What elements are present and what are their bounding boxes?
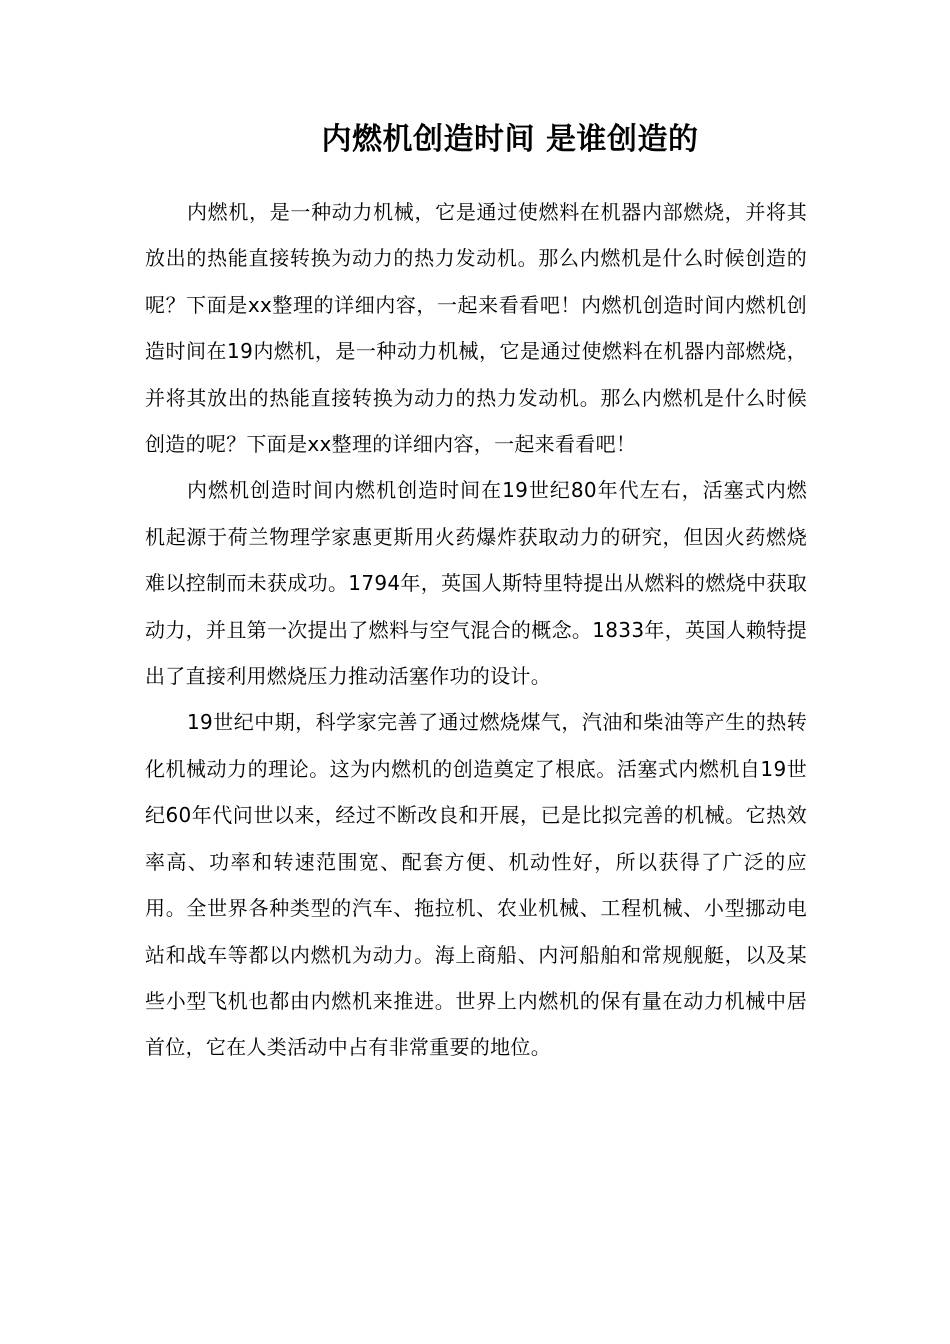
paragraph-1: 内燃机，是一种动力机械，它是通过使燃料在机器内部燃烧，并将其放出的热能直接转换为动力的热力发动机。那么内燃机是什么时候创造的呢？下面是xx整理的详细内容，一起来看看吧！内燃机创造时间内燃机创造时间在19内燃机，是一种动力机械，它是通过使燃料在机器内部燃烧，并将其放出的热能直接转换为动力的热力发动机。那么内燃机是什么时候创造的呢？下面是xx整理的详细内容，一起来看看吧！ bbox=[145, 200, 807, 457]
document-body bbox=[145, 189, 807, 1071]
paragraph-2: 内燃机创造时间内燃机创造时间在19世纪80年代左右，活塞式内燃机起源于荷兰物理学家惠更斯用火药爆炸获取动力的研究，但因火药燃烧难以控制而未获成功。1794年，英国人斯特里特提出从燃料的燃烧中获取动力，并且第一次提出了燃料与空气混合的概念。1833年，英国人赖特提出了直接利用燃烧压力推动活塞作功的设计。 bbox=[145, 478, 807, 689]
paragraph-3: 19世纪中期，科学家完善了通过燃烧煤气，汽油和柴油等产生的热转化机械动力的理论。这为内燃机的创造奠定了根底。活塞式内燃机自19世纪60年代问世以来，经过不断改良和开展，已是比拟完善的机械。它热效率高、功率和转速范围宽、配套方便、机动性好，所以获得了广泛的应用。全世界各种类型的汽车、拖拉机、农业机械、工程机械、小型挪动电站和战车等都以内燃机为动力。海上商船、内河船舶和常规舰艇，以及某些小型飞机也都由内燃机来推进。世界上内燃机的保有量在动力机械中居首位，它在人类活动中占有非常重要的地位。 bbox=[145, 710, 807, 1060]
document-title: 内燃机创造时间 是谁创造的 bbox=[321, 122, 699, 157]
